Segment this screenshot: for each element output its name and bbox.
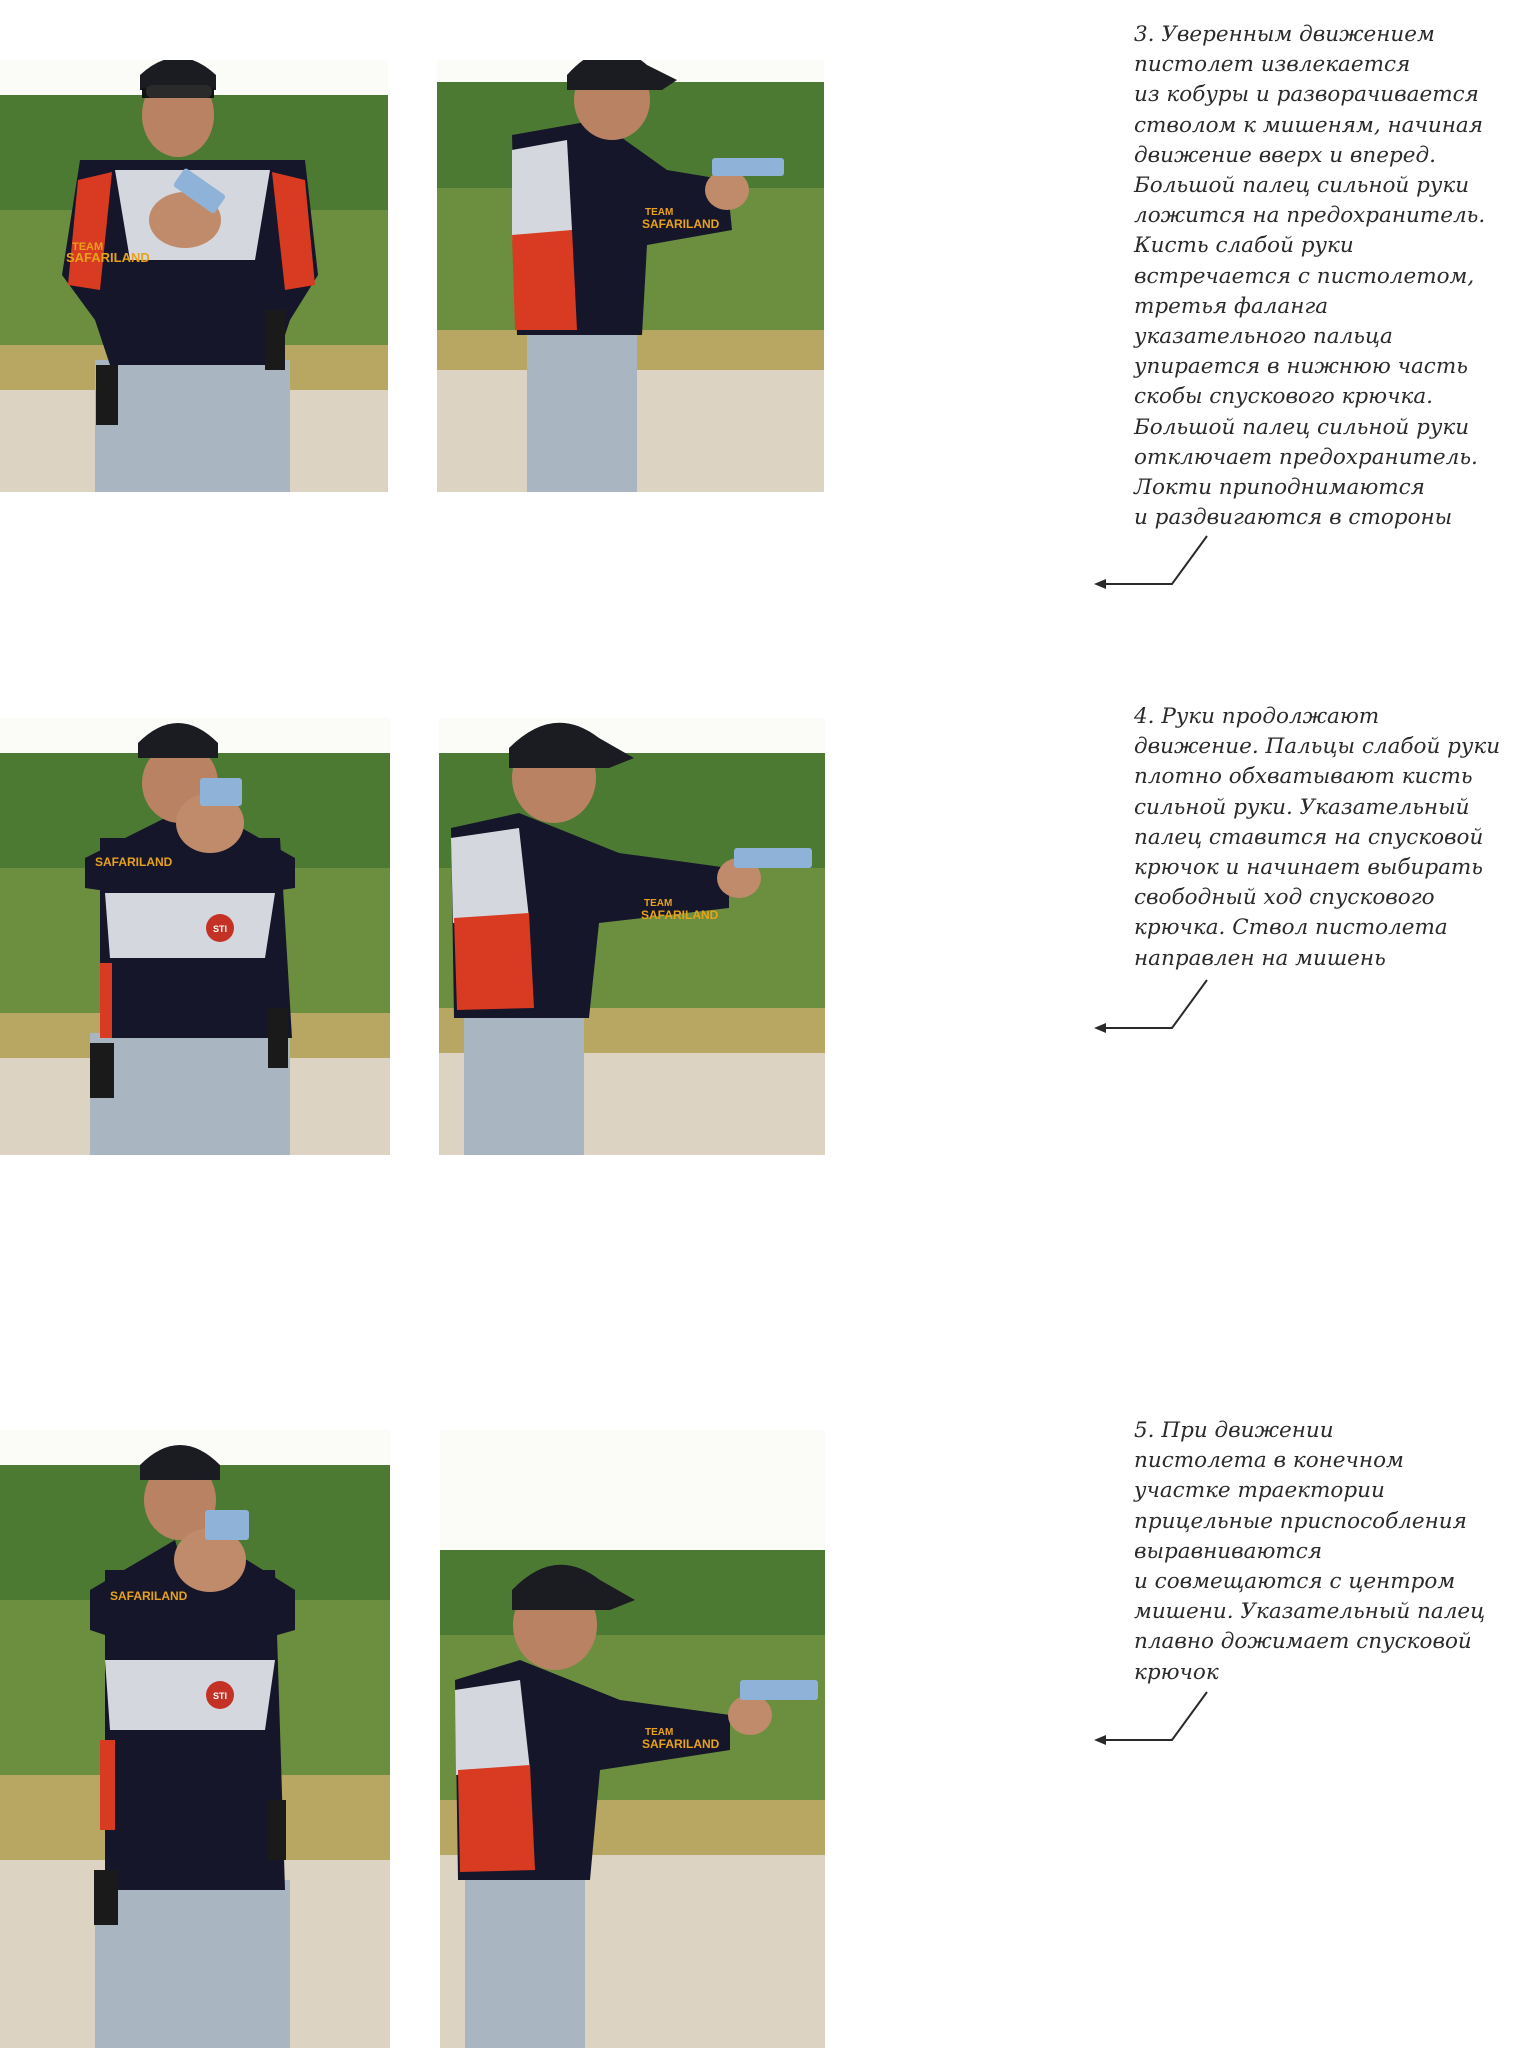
chest-logo-text: STI — [212, 1691, 228, 1701]
team-text: TEAM — [72, 241, 104, 253]
chest-logo-text: STI — [212, 924, 228, 934]
caption-step-5: 5. При движении пистолета в конечном участке траектории прицельные приспособления выравниваются и совмещаются с центром мишени. Указательный палец плавно дожимает спусковой крючок — [1134, 1418, 1486, 1685]
brand-text: SAFARILAND — [642, 1737, 720, 1751]
team-text: TEAM — [644, 898, 673, 909]
team-text: TEAM — [645, 207, 674, 218]
brand-text: SAFARILAND — [642, 217, 720, 231]
caption-pointer-arrow-icon — [1092, 526, 1212, 596]
brand-text: SAFARILAND — [95, 855, 173, 869]
brand-text: SAFARILAND — [66, 250, 150, 265]
caption-step-4: 4. Руки продолжают движение. Пальцы слабой руки плотно обхватывают кисть сильной руки. Указательный палец ставится на спусковой крючок и начинает выбирать свободный ход спускового крючка. Ствол пистолета направлен на мишень — [1134, 704, 1501, 971]
photo-front-aim — [0, 1430, 390, 2048]
caption-pointer-arrow-icon — [1092, 1682, 1212, 1752]
brand-text: SAFARILAND — [641, 908, 719, 922]
brand-text: SAFARILAND — [110, 1589, 188, 1603]
photo-side-extend — [439, 718, 825, 1155]
photo-side-draw — [437, 60, 824, 492]
team-text: TEAM — [645, 1727, 674, 1738]
caption-step-3: 3. Уверенным движением пистолет извлекается из кобуры и разворачивается стволом к мишеням, начиная движение вверх и вперед. Большой палец сильной руки ложится на предохранитель. Кисть слабой руки встречается с пистолетом, третья фаланга указательного пальца упирается в нижнюю часть скобы спускового крючка. Большой палец сильной руки отключает предохранитель. Локти приподнимаются и раздвигаются в стороны — [1134, 22, 1486, 531]
photo-front-extend — [0, 718, 390, 1155]
caption-pointer-arrow-icon — [1092, 970, 1212, 1040]
photo-side-aim — [440, 1430, 825, 2048]
photo-front-draw — [0, 60, 388, 492]
